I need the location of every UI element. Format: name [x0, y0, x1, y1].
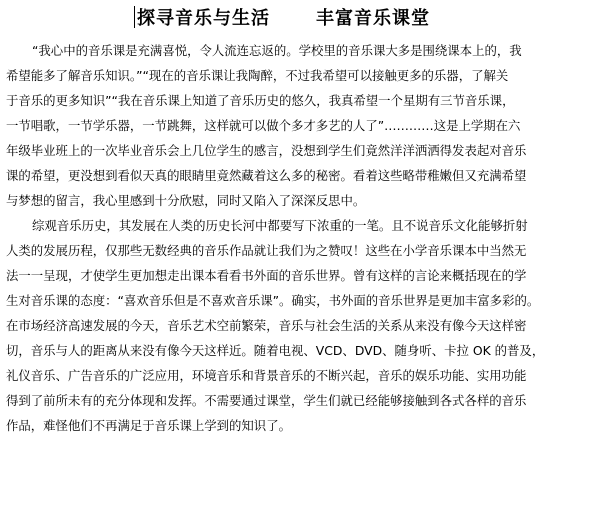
paragraph-line: 希望能多了解音乐知识。”“现在的音乐课让我陶醉，不过我希望可以接触更多的乐器，了解关: [6, 68, 509, 83]
document-body: [6, 38, 600, 438]
paragraph-line: 于音乐的更多知识”“我在音乐课上知道了音乐历史的悠久，我真希望一个星期有三节音乐课，: [6, 93, 515, 108]
paragraph-line: 得到了前所未有的充分体现和发挥。不需要通过课堂，学生们就已经能够接触到各式各样的音乐: [6, 393, 527, 408]
paragraph-line: 与梦想的留言，我心里感到十分欣慰，同时又陷入了深深反思中。: [6, 193, 366, 208]
paragraph-line: 法一一呈现，才使学生更加想走出课本看看书外面的音乐世界。曾有这样的言论来概括现在的学: [6, 268, 527, 283]
paragraph-line: 切，音乐与人的距离从来没有像今天这样近。随着电视、VCD、DVD、随身听、卡拉 OK 的普及，: [6, 343, 545, 358]
paragraph-line: 人类的发展历程，仅那些无数经典的音乐作品就让我们为之赞叹！这些在小学音乐课本中当然无: [6, 243, 527, 258]
paragraph-line: 一节唱歌，一节学乐器，一节跳舞，这样就可以做个多才多艺的人了”…………这是上学期在六: [6, 118, 521, 133]
paragraph-line: “我心中的音乐课是充满喜悦，令人流连忘返的。学校里的音乐课大多是围绕课本上的，我: [32, 43, 522, 58]
text-cursor: [134, 6, 135, 28]
paragraph-line: 年级毕业班上的一次毕业音乐会上几位学生的感言，没想到学生们竟然洋洋洒洒得发表起对音乐: [6, 143, 527, 158]
paragraph-line: 生对音乐课的态度：“喜欢音乐但是不喜欢音乐课”。确实，书外面的音乐世界是更加丰富多彩的。: [6, 293, 540, 308]
title-part-2: 丰富音乐课堂: [316, 8, 430, 29]
paragraph-line: 作品，难怪他们不再满足于音乐课上学到的知识了。: [6, 418, 291, 433]
paragraph-2: [6, 213, 600, 438]
document-title: [134, 4, 430, 30]
paragraph-line: 综观音乐历史，其发展在人类的历史长河中都要写下浓重的一笔。且不说音乐文化能够折射: [32, 218, 528, 233]
paragraph-line: 礼仪音乐、广告音乐的广泛应用，环境音乐和背景音乐的不断兴起，音乐的娱乐功能、实用功能: [6, 368, 527, 383]
paragraph-line: 在市场经济高速发展的今天，音乐艺术空前繁荣，音乐与社会生活的关系从来没有像今天这样密: [6, 318, 527, 333]
paragraph-line: 课的希望，更没想到看似天真的眼睛里竟然藏着这么多的秘密。看着这些略带稚嫩但又充满希望: [6, 168, 527, 183]
paragraph-1: [6, 38, 600, 213]
title-part-1: 探寻音乐与生活: [137, 8, 270, 29]
